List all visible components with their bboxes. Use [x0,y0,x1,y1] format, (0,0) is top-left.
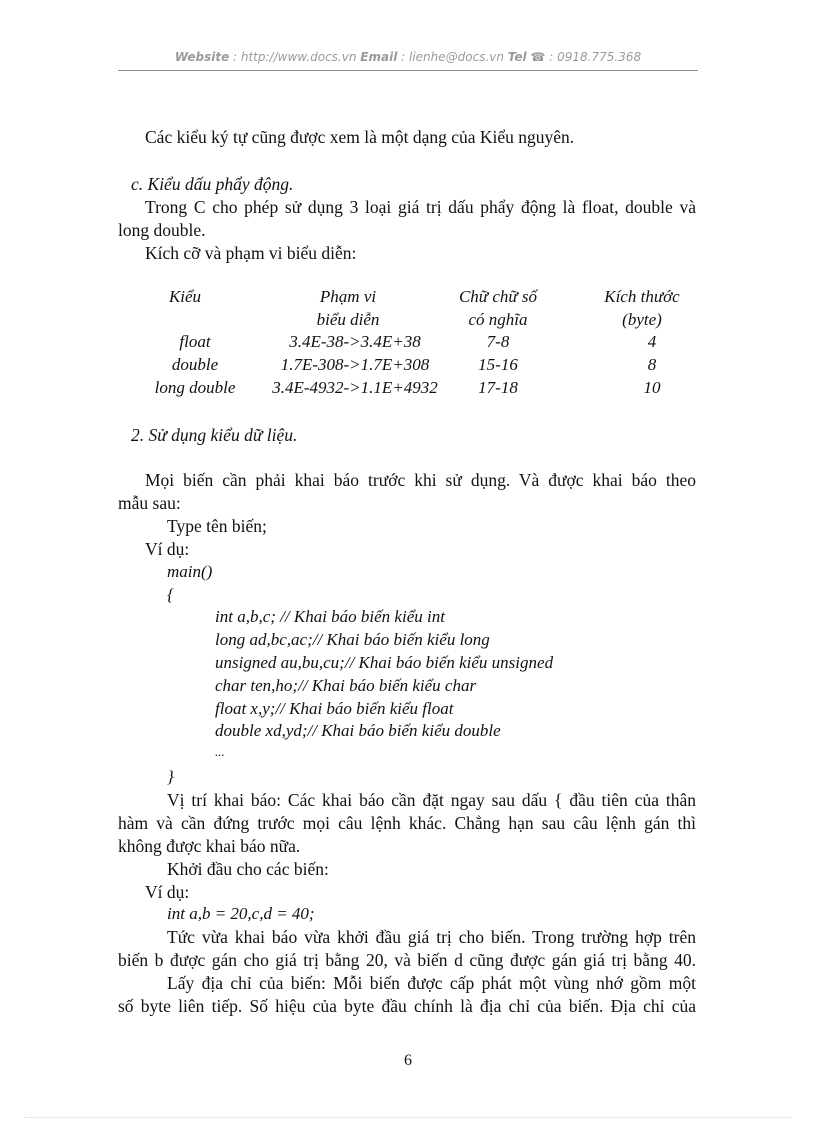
table-header-cell: có nghĩa [468,310,528,329]
table-header-cell: biểu diễn [316,310,380,329]
code-line: int a,b = 20,c,d = 40; [167,904,315,923]
code-line: { [167,585,174,604]
paragraph-line: Vị trí khai báo: Các khai báo cần đặt ngay sau dấu { đầu tiên của thân [167,790,696,810]
table-cell: 4 [647,332,657,351]
paragraph-line: hàm và cần đứng trước mọi câu lệnh khác. Chẳng hạn sau câu lệnh gán thì [118,813,696,833]
table-cell: 17-18 [478,378,518,397]
table-cell: 1.7E-308->1.7E+308 [280,355,430,374]
paragraph-line: Các kiểu ký tự cũng được xem là một dạng của Kiểu nguyên. [145,127,575,147]
paragraph-line: Lấy địa chỉ của biến: Mỗi biến được cấp phát một vùng nhớ gồm một [167,973,696,993]
paragraph-line: không được khai báo nữa. [118,836,301,856]
footer-divider [24,1117,792,1118]
paragraph-line: long double. [118,220,206,240]
table-cell: 7-8 [486,332,510,351]
table-header-cell: Kích thước [604,287,680,306]
email-label: Email [360,50,398,64]
paragraph-line: Mọi biến cần phải khai báo trước khi sử dụng. Và được khai báo theo [145,470,696,490]
table-cell: 10 [643,378,661,397]
header-divider [118,70,698,71]
email-value: : lienhe@docs.vn [397,50,508,64]
tel-value: : 0918.775.368 [545,50,642,64]
phone-icon: ☎ [530,50,546,64]
section-heading-2: 2. Sử dụng kiểu dữ liệu. [131,425,298,445]
example-label: Ví dụ: [145,882,190,902]
tel-label: Tel [507,50,527,64]
paragraph-line: Kích cỡ và phạm vi biểu diễn: [145,243,357,263]
paragraph-line: mẫu sau: [118,493,181,513]
code-line: int a,b,c; // Khai báo biến kiểu int [215,607,445,626]
paragraph-line: biến b được gán cho giá trị bằng 20, và biến d cũng được gán giá trị bằng 40. [118,950,696,970]
table-cell: 8 [647,355,657,374]
example-label: Ví dụ: [145,539,190,559]
table-header-cell: Phạm vi [319,287,377,306]
code-line: } [167,767,174,786]
code-line: char ten,ho;// Khai báo biến kiểu char [215,676,477,695]
paragraph-line: Trong C cho phép sử dụng 3 loại giá trị dấu phẩy động là float, double và [145,197,696,217]
page-header [0,50,816,64]
table-cell: 3.4E-38->3.4E+38 [289,332,421,351]
website-label: Website [174,50,230,64]
table-header-cell: (byte) [622,310,662,329]
code-line: long ad,bc,ac;// Khai báo biến kiểu long [215,630,490,649]
code-line: ... [215,744,225,759]
page-number: 6 [404,1052,412,1069]
code-line: float x,y;// Khai báo biến kiểu float [215,699,454,718]
code-line: unsigned au,bu,cu;// Khai báo biến kiểu unsigned [215,653,554,672]
code-line: double xd,yd;// Khai báo biến kiểu double [215,721,501,740]
table-cell: 15-16 [478,355,518,374]
section-heading-c: c. Kiểu dấu phẩy động. [131,174,294,194]
table-cell: double [171,355,219,374]
code-line: main() [167,562,213,581]
website-value: : http://www.docs.vn [229,50,361,64]
table-cell: long double [154,378,236,397]
table-header-cell: Chữ chữ số [458,287,538,306]
table-header-cell: Kiểu [168,287,202,306]
paragraph-line: số byte liên tiếp. Số hiệu của byte đầu chính là địa chỉ của biến. Địa chỉ của [118,996,696,1016]
paragraph-line: Type tên biến; [167,516,267,536]
paragraph-line: Khởi đầu cho các biến: [167,859,329,879]
table-cell: float [179,332,211,351]
table-cell: 3.4E-4932->1.1E+4932 [272,378,438,397]
paragraph-line: Tức vừa khai báo vừa khởi đầu giá trị cho biến. Trong trường hợp trên [167,927,696,947]
